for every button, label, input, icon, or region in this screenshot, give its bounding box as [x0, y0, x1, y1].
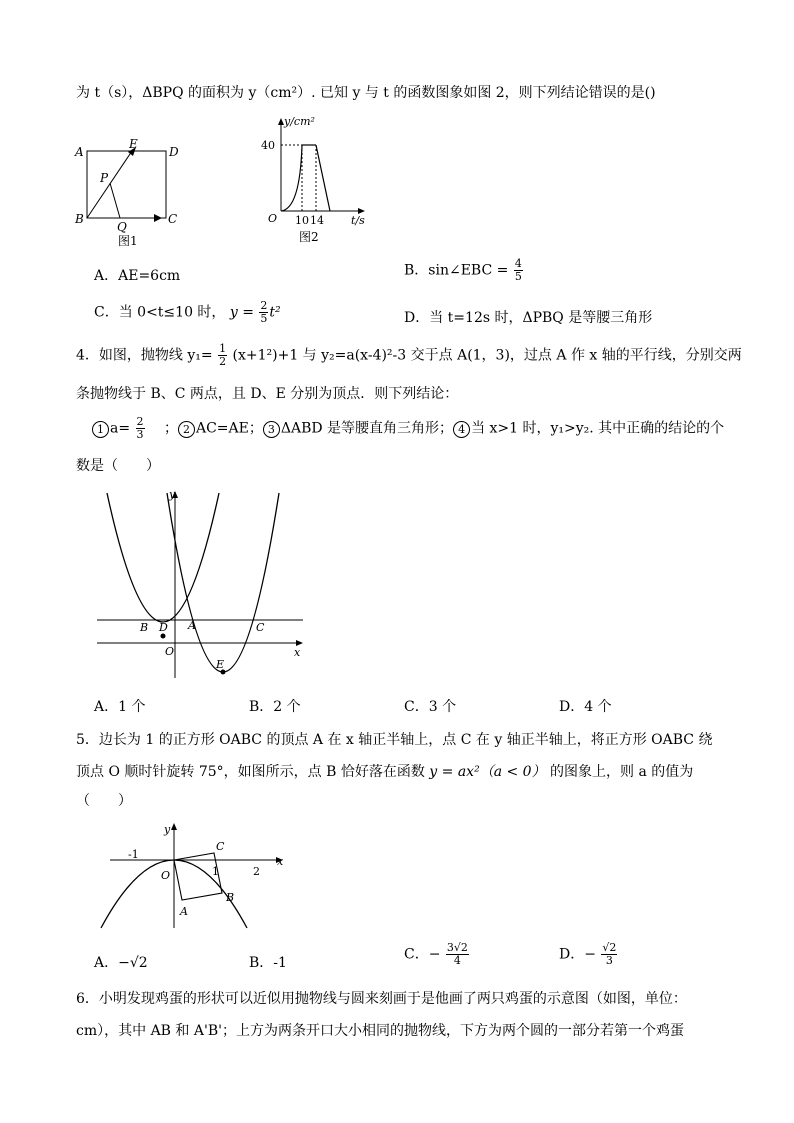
q3-option-c — [94, 300, 281, 325]
q5-fig-x: x — [277, 855, 284, 868]
q4-c4: 当 x>1 时，y₁>y₂. 其中正确的结论的个 — [471, 420, 725, 437]
q3-option-b — [404, 258, 524, 283]
q4-c1-fraction — [136, 416, 145, 441]
q4-line-3: 1 a= $\frac{2}{3}$ ； 2 AC=AE； 3 ΔABD 是等腰直角三角形； 4 当 x>1 时，y₁>y₂. 其中正确的结论的个 — [92, 416, 724, 441]
fig1-label-q: Q — [117, 220, 127, 234]
q5-option-a: A．−√2 — [94, 955, 148, 971]
q4-fig-c: C — [256, 621, 265, 634]
q5-figure — [98, 820, 288, 932]
q5-line-2-a: 顶点 O 顺时针旋转 75°，如图所示，点 B 恰好落在函数 — [76, 764, 425, 780]
q3-option-c-num: 2 — [260, 299, 268, 312]
q3-option-b-fraction — [514, 258, 523, 283]
fig2-caption: 图2 — [299, 230, 319, 244]
q3-option-c-y: y = — [229, 304, 254, 321]
q4-line-1-b: (x+1²)+1 与 y₂=a(x-4)²-3 交于点 A(1，3)，过点 A 作 x 轴的平行线，分别交两 — [232, 347, 742, 364]
q5-option-d-den: 3 — [605, 954, 613, 967]
q4-marker-3: 3 — [263, 421, 280, 438]
fig2-y40: 40 — [261, 139, 275, 152]
q4-c1-num: 2 — [136, 415, 144, 428]
q5-fig-y: y — [164, 823, 171, 836]
fig1-label-c: C — [168, 212, 178, 226]
q5-line-2 — [76, 761, 693, 781]
fig2-t10: 10 — [295, 214, 309, 227]
q3-figure-2 — [255, 113, 370, 248]
fig2-t14: 14 — [310, 214, 324, 227]
q4-fraction-num: 1 — [219, 342, 227, 355]
q5-fig-a: A — [180, 905, 188, 918]
q4-fig-d: D — [159, 621, 168, 634]
fig2-origin: O — [268, 212, 278, 225]
q3-stem: 为 t（s），ΔBPQ 的面积为 y（cm²）. 已知 y 与 t 的函数图象如图 2，则下列结论错误的是() — [76, 85, 656, 101]
q5-fig-1: 1 — [212, 865, 219, 878]
q5-option-c-den: 4 — [453, 954, 461, 967]
fig2-y-label: y/cm² — [284, 115, 315, 128]
q3-option-b-num: 4 — [514, 257, 522, 270]
q4-c3: ΔABD 是等腰直角三角形； — [280, 420, 454, 437]
q4-marker-2: 2 — [178, 421, 195, 438]
q3-option-a: A．AE=6cm — [94, 268, 181, 284]
q4-fig-a: A — [188, 619, 196, 632]
q3-figure-1 — [70, 135, 195, 247]
q3-option-c-t: t² — [269, 304, 281, 321]
q4-line-1-a: 4．如图，抛物线 y₁= — [76, 347, 213, 364]
q3-option-c-fraction — [259, 300, 268, 325]
q5-option-c-text: C．− — [404, 946, 441, 963]
q4-option-d: D．4 个 — [559, 699, 612, 715]
q5-option-d — [559, 942, 618, 967]
q5-fig-2: 2 — [253, 865, 260, 878]
q3-option-b-text: B．sin∠EBC = — [404, 262, 509, 279]
fig1-label-a: A — [75, 145, 84, 159]
q5-option-b: B．-1 — [249, 955, 287, 971]
q4-fig-y: y — [169, 488, 176, 501]
q3-option-c-text: C．当 0<t≤10 时， — [94, 304, 226, 321]
q5-line-3: （ ） — [76, 793, 132, 809]
q3-option-c-den: 5 — [260, 312, 268, 325]
q5-fig-c: C — [216, 840, 225, 853]
q3-option-d: D．当 t=12s 时，ΔPBQ 是等腰三角形 — [404, 310, 653, 326]
q4-c1-pre: a= — [110, 420, 131, 437]
q4-fig-o: O — [165, 645, 175, 658]
q4-fraction — [218, 343, 227, 368]
q5-option-d-num: √2 — [602, 941, 617, 954]
fig2-x-label: t/s — [351, 214, 365, 227]
q3-option-b-den: 5 — [514, 270, 522, 283]
q4-option-c: C．3 个 — [404, 699, 457, 715]
q6-line-2: cm），其中 AB 和 A'B'；上方为两条开口大小相同的抛物线，下方为两个圆的一部分若第一个鸡蛋 — [76, 1023, 684, 1039]
q4-line-2: 条抛物线于 B、C 两点，且 D、E 分别为顶点．则下列结论： — [76, 386, 459, 402]
q4-line-1 — [76, 343, 742, 368]
q4-c2: AC=AE； — [195, 420, 263, 437]
q5-fig-b: B — [226, 891, 235, 904]
fig1-caption: 图1 — [118, 234, 138, 247]
q4-fig-x: x — [294, 646, 301, 659]
q4-option-a: A．1 个 — [94, 699, 146, 715]
q4-figure — [95, 488, 305, 686]
fig1-label-b: B — [75, 212, 84, 226]
q4-fig-e: E — [216, 658, 225, 671]
q5-option-c-fraction — [446, 942, 469, 967]
q4-c1-den: 3 — [136, 428, 144, 441]
q5-option-c — [404, 942, 470, 967]
q5-fig-neg1: -1 — [128, 848, 139, 861]
q4-fraction-den: 2 — [219, 355, 227, 368]
q5-fig-o: O — [161, 869, 171, 882]
q4-option-b: B．2 个 — [249, 699, 301, 715]
q5-formula: y = ax²（a < 0） — [429, 764, 546, 780]
q4-fig-b: B — [140, 621, 149, 634]
q5-line-1: 5．边长为 1 的正方形 OABC 的顶点 A 在 x 轴正半轴上，点 C 在 y 轴正半轴上，将正方形 OABC 绕 — [76, 732, 713, 748]
q6-line-1: 6．小明发现鸡蛋的形状可以近似用抛物线与圆来刻画于是他画了两只鸡蛋的示意图（如图，单位： — [76, 991, 687, 1007]
q5-option-c-num: 3√2 — [446, 941, 468, 954]
fig1-label-d: D — [169, 145, 179, 159]
q4-marker-4: 4 — [453, 421, 470, 438]
fig1-label-e: E — [129, 137, 138, 151]
q5-option-d-text: D．− — [559, 946, 596, 963]
q4-line-4: 数是（ ） — [76, 458, 160, 474]
q5-option-d-fraction — [601, 942, 617, 967]
q4-marker-1: 1 — [92, 421, 109, 438]
q5-line-2-b: 的图象上，则 a 的值为 — [550, 764, 694, 780]
fig1-label-p: P — [100, 171, 109, 185]
